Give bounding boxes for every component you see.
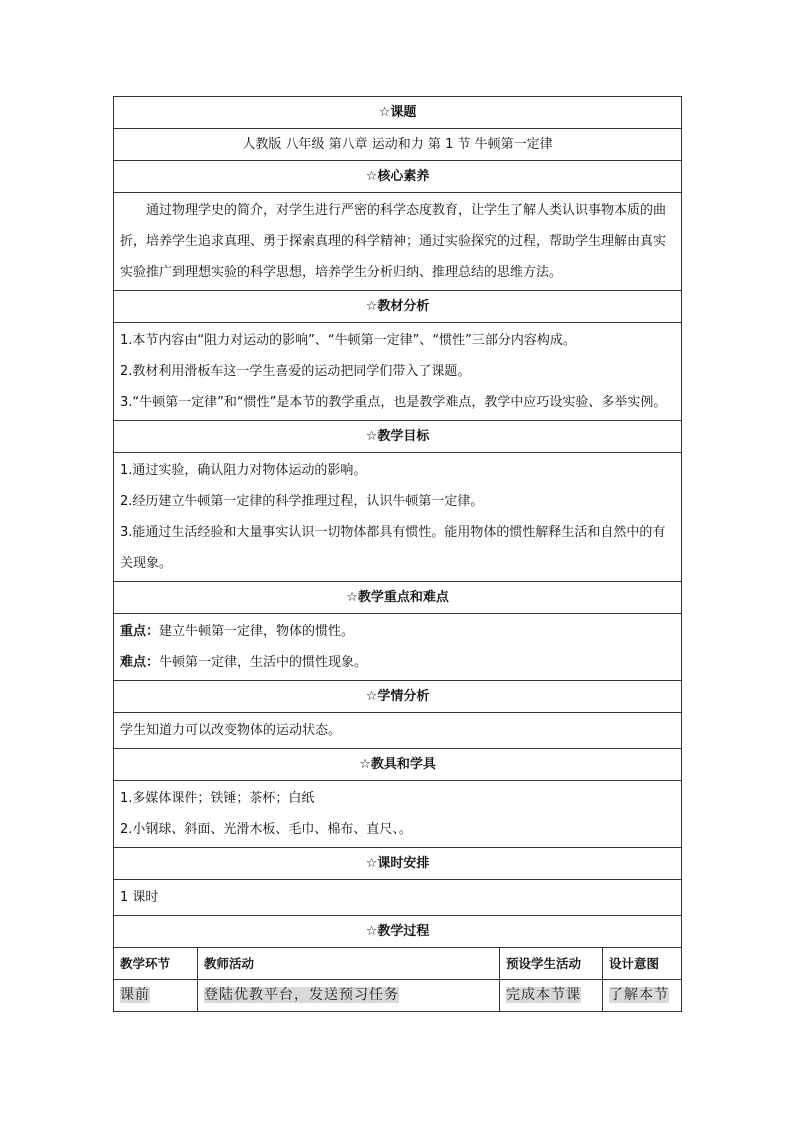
lesson-plan-document [113,96,681,1012]
literacy-content: 通过物理学史的简介，对学生进行严密的科学态度教育，让学生了解人类认识事物本质的曲折，培养学生追求真理、勇于探索真理的科学精神；通过实验探究的过程，帮助学生理解由真实实验推广到理想实验的科学思想，培养学生分析归纳、推理总结的思维方法。 [120,203,667,280]
students-heading: ☆学情分析 [114,681,682,713]
keypoints-cell [114,614,682,681]
topic-heading: ☆课题 [114,97,682,129]
process-cell-text: 课前 [120,987,150,1003]
process-column-header: 教师活动 [198,948,500,980]
process-cell [500,980,603,1012]
tool-item: 1.多媒体课件；铁锤；茶杯；白纸 [120,791,315,806]
difficult-text: 牛顿第一定律，生活中的惯性现象。 [159,655,368,670]
process-cell [114,980,198,1012]
goal-item: 1.通过实验，确认阻力对物体运动的影响。 [120,463,367,478]
goals-heading: ☆教学目标 [114,421,682,453]
literacy-heading: ☆核心素养 [114,161,682,193]
tools-cell [114,781,682,848]
process-column-header: 设计意图 [603,948,682,980]
material-item: 1.本节内容由“阻力对运动的影响”、“牛顿第一定律”、“惯性”三部分内容构成。 [120,333,576,348]
goals-cell [114,453,682,582]
students-content: 学生知道力可以改变物体的运动状态。 [114,713,682,749]
key-label: 重点： [120,624,160,639]
material-heading: ☆教材分析 [114,291,682,323]
topic-content: 人教版 八年级 第八章 运动和力 第 1 节 牛顿第一定律 [114,129,682,161]
process-cell [198,980,500,1012]
difficult-point [120,647,675,678]
table-row [114,980,682,1012]
tools-heading: ☆教具和学具 [114,749,682,781]
material-item: 3.“牛顿第一定律”和“惯性”是本节的教学重点，也是教学难点，教学中应巧设实验、多举实例。 [120,395,667,410]
lesson-plan-table [113,96,682,1012]
literacy-cell [114,193,682,291]
schedule-heading: ☆课时安排 [114,848,682,880]
process-header-row [114,948,682,980]
process-heading: ☆教学过程 [114,916,682,948]
process-column-header: 预设学生活动 [500,948,603,980]
goal-item: 3.能通过生活经验和大量事实认识一切物体都具有惯性。能用物体的惯性解释生活和自然中的有关现象。 [120,525,666,571]
process-cell-text: 登陆优教平台，发送预习任务 [204,987,399,1003]
goal-item: 2.经历建立牛顿第一定律的科学推理过程，认识牛顿第一定律。 [120,494,484,509]
difficult-label: 难点： [120,655,160,670]
process-cell-text: 了解本节 [609,987,669,1003]
key-text: 建立牛顿第一定律，物体的惯性。 [159,624,355,639]
process-column-header: 教学环节 [114,948,198,980]
process-cell-text: 完成本节课 [506,987,581,1003]
process-cell [603,980,682,1012]
material-cell [114,323,682,421]
keypoints-heading: ☆教学重点和难点 [114,582,682,614]
schedule-content: 1 课时 [114,880,682,916]
tool-item: 2.小钢球、斜面、光滑木板、毛巾、棉布、直尺、。 [120,822,412,837]
material-item: 2.教材利用滑板车这一学生喜爱的运动把同学们带入了课题。 [120,364,471,379]
key-point [120,616,675,647]
